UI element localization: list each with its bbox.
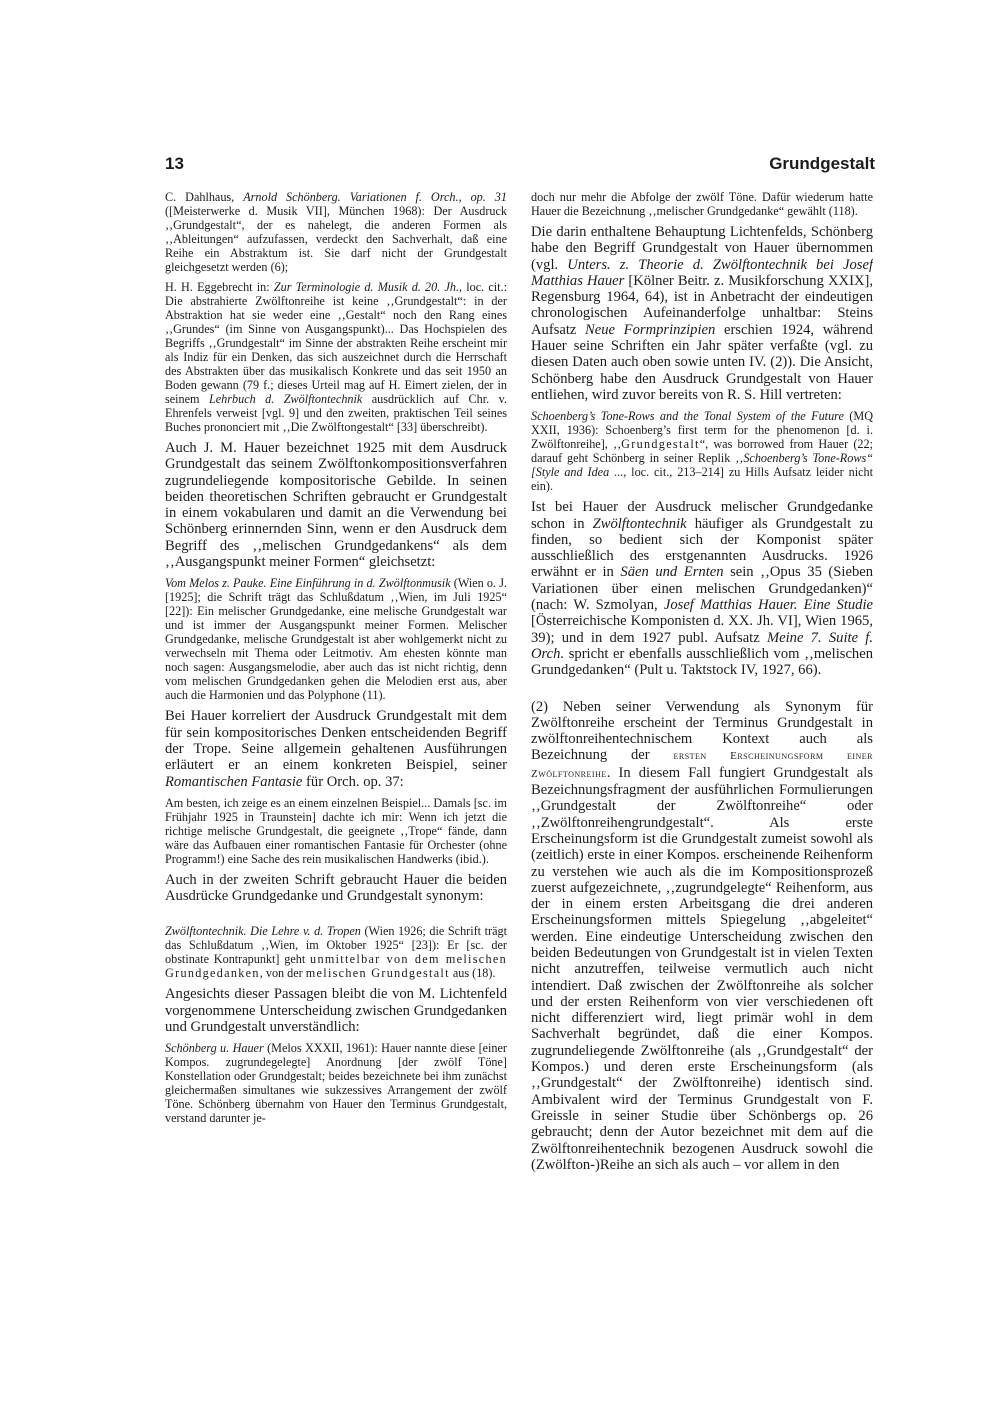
- text-run: (Wien 1926; die Schrift trägt das Schlußdatum ‚‚Wien, im Oktober 1925“ [23]): Er [sc. der obstinate Kontrapunkt] geht: [165, 924, 507, 967]
- citation-paragraph: [165, 924, 507, 980]
- italic-text: Josef Matthias Hauer. Eine Studie: [663, 597, 873, 614]
- body-paragraph: [165, 440, 507, 570]
- text-run: (2) Neben seiner Verwendung als Synonym für Zwölftonreihe erscheint der Terminus Grundgestalt in zwölftonreihentechnischem Kontext auch als Bezeichnung der: [531, 698, 873, 764]
- text-run: H. H. Eggebrecht in:: [165, 280, 274, 294]
- italic-text: ‚‚Schoenberg’s Tone-Rows“ [Style and Idea: [531, 451, 873, 480]
- citation-paragraph: [165, 796, 507, 866]
- text-run: ([Meisterwerke d. Musik VII], München 1968): Der Ausdruck ‚‚Grundgestalt“, der es nahelegt, die anderen Formen als ‚‚Ableitungen“ aufzufassen, verdeckt den Sachverhalt, daß eine Reihe ein Abstraktum ist. Sie darf nicht der Grundgestalt gleichgesetzt werden (6);: [165, 204, 507, 274]
- body-paragraph: [531, 224, 873, 403]
- italic-text: Meine 7. Suite f. Orch.: [531, 629, 873, 662]
- text-run: sein ‚‚Opus 35 (Sieben Variationen über einen melischen Grundgedanken)“ (nach: W. Szmolyan,: [531, 564, 873, 614]
- text-run: [Österreichische Komponisten d. XX. Jh. VI], Wien 1965, 39); und in dem 1927 publ. Aufsatz: [531, 613, 873, 646]
- body-paragraph: [531, 499, 873, 678]
- text-run: Die darin enthaltene Behauptung Lichtenfelds, Schönberg habe den Begriff Grundgestalt von Hauer übernommen (vgl.: [531, 224, 873, 273]
- italic-text: Zwölftontechnik. Die Lehre v. d. Tropen: [165, 924, 361, 939]
- text-run: C. Dahlhaus,: [165, 190, 244, 204]
- left-column: [165, 190, 507, 1270]
- text-run: , loc. cit.: Die abstrahierte Zwölftonreihe ist keine ‚‚Grundgestalt“: in der Abstraktion hat sie weder eine ‚‚Gestalt“ noch den Rang eines ‚‚Grundes“ (im Sinne von Ausgangspunkt)... Das Hochspielen des Begriffs ‚‚Grundgestalt“ im Sinne der abstrakten Reihe erscheint mir als Indiz für ein Denken, das sich auszeichnet durch die Herrschaft des Abstrakten über das musikalisch Konkrete und das seit 1950 an Boden gewann (79 f.; dieses Urteil mag auf H. Eimert zielen, der in seinem: [165, 280, 507, 406]
- text-run: ..., loc. cit., 213–214] zu Hills Aufsatz leider nicht ein).: [531, 465, 873, 494]
- text-run: [Kölner Beitr. z. Musikforschung XXIX], Regensburg 1964, 64), ist in Anbetracht der eindeutigen chronologischen Aufeinanderfolge unhaltbar: Steins Aufsatz: [531, 272, 873, 338]
- citation-paragraph: [165, 280, 507, 434]
- text-run: spricht er ebenfalls ausschließlich vom ‚‚melischen Grundgedanken“ (Pult u. Taktstock IV, 1927, 66).: [531, 645, 873, 679]
- text-run: . In diesem Fall fungiert Grundgestalt als Bezeichnungsfragment der ausführlichen Formulierungen ‚‚Grundgestalt der Zwölftonreihe“ oder ‚‚Zwölftonreihengrundgestalt“. Als erste Erscheinungsform ist die Grundgestalt zumeist sowohl als (zeitlich) erste in einer Kompos. erscheinende Reihenform zu verstehen wie auch als die im Kompositionsprozeß zuerst aufgezeichnete, ‚‚zugrundgelegte“ Reihenform, aus der in einem ersten Arbeitsgang die drei anderen Erscheinungsformen mittels Spiegelung ‚‚abgeleitet“ werden. Eine eindeutige Unterscheidung zwischen den beiden Bedeutungen von Grundgestalt ist in vielen Texten nicht anzutreffen, teilweise vermutlich auch nicht intendiert. Daß zwischen der Zwölftonreihe als solcher und der ersten Reihenform von vier verschiedenen oft nicht differenziert wird, liegt primär wohl in dem Sachverhalt begründet, daß die einer Kompos. zugrundeliegende Zwölftonreihe (als ‚‚Grundgestalt“ der Kompos.) und deren erste Erscheinungsform (als ‚‚Grundgestalt“ der Zwölftonreihe) identisch sind. Ambivalent wird der Terminus Grundgestalt von F. Greissle in seiner Studie über Schönbergs op. 26 gebraucht; denn der Autor bezeichnet mit dem auf die Zwölftonreihentechnik bezogenen Ausdruck sowohl die (Zwölfton-)Reihe an sich als auch – vor allem in den: [531, 764, 873, 1173]
- text-run: für Orch. op. 37:: [302, 773, 404, 790]
- body-paragraph: [165, 872, 507, 905]
- italic-text: Säen und Ernten: [620, 564, 724, 581]
- page-number: 13: [165, 154, 184, 173]
- text-run: Am besten, ich zeige es an einem einzelnen Beispiel... Damals [sc. im Frühjahr 1925 in Traunstein] dachte ich mir: Wenn ich jetzt die richtige melische Grundgestalt, die geeignete ‚‚Trope“ fände, dann wäre das Aufbauen einer romantischen Fantasie für Orchester (ohne Programm!) eine Sache des rein musikalischen Handwerks (ibid.).: [165, 795, 507, 866]
- citation-paragraph: [165, 576, 507, 702]
- citation-paragraph: [165, 1041, 507, 1125]
- italic-text: Zwölftontechnik: [592, 515, 687, 532]
- text-run: erschien 1924, während Hauer seine Schriften ein Jahr später verfaßte (vgl. zu diesen Daten auch oben sowie unten IV. (2)). Die Ansicht, Schönberg habe den Ausdruck Grundgestalt von Hauer entliehen, wird zuvor bereits von R. S. Hill vertreten:: [531, 321, 873, 403]
- small-caps-text: ersten Erscheinungsform einer Zwölftonreihe: [531, 750, 873, 780]
- italic-text: Vom Melos z. Pauke. Eine Einführung in d. Zwölftonmusik: [165, 576, 451, 591]
- italic-text: Neue Formprinzipien: [585, 321, 716, 338]
- italic-text: Schoenberg’s Tone-Rows and the Tonal System of the Future: [531, 409, 844, 424]
- citation-paragraph: [531, 409, 873, 493]
- text-run: Auch J. M. Hauer bezeichnet 1925 mit dem Ausdruck Grundgestalt das seinem Zwölftonkompositionsverfahren zugrundeliegende kompositorische Gebilde. In seinen beiden theoretischen Schriften gebraucht er Grundgestalt in einem vokabularen und damit an die Verwendung bei Schönberg erinnernden Sinn, wenn er den Ausdruck dem Begriff des ‚‚melischen Grundgedankens“ als dem ‚‚Ausgangspunkt meiner Formen“ gleichsetzt:: [165, 440, 507, 571]
- body-paragraph: [165, 986, 507, 1035]
- spaced-text: unmittelbar von dem melischen Grundgedanken: [165, 952, 507, 981]
- italic-text: Romantischen Fantasie: [165, 773, 303, 790]
- right-column: [531, 190, 873, 1270]
- italic-text: Arnold Schönberg. Variationen f. Orch., op. 31: [243, 190, 507, 204]
- citation-paragraph: [531, 190, 873, 218]
- citation-paragraph: [165, 190, 507, 274]
- italic-text: Zur Terminologie d. Musik d. 20. Jh.: [273, 280, 459, 294]
- page-header: [165, 154, 875, 180]
- italic-text: Schönberg u. Hauer: [165, 1041, 264, 1056]
- text-run: doch nur mehr die Abfolge der zwölf Töne. Dafür wiederum hatte Hauer die Bezeichnung ‚‚melischer Grundgedanke“ gewählt (118).: [531, 190, 873, 218]
- spaced-text: Grundgestalt: [621, 437, 700, 452]
- text-run: “, was borrowed from Hauer (22; darauf geht Schönberg in seiner Replik: [531, 437, 873, 466]
- italic-text: Lehrbuch d. Zwölftontechnik: [208, 392, 363, 406]
- text-run: ausdrücklich auf Chr. v. Ehrenfels verweist [vgl. 9] und den zweiten, praktischen Teil seines Buches prononciert mit ‚‚Die Zwölftongestalt“ [33] überschreibt).: [165, 392, 507, 434]
- body-paragraph: [165, 708, 507, 789]
- italic-text: Unters. z. Theorie d. Zwölftontechnik bei Josef Matthias Hauer: [531, 256, 873, 289]
- running-title: Grundgestalt: [769, 154, 875, 173]
- text-run: Ist bei Hauer der Ausdruck melischer Grundgedanke schon in: [531, 499, 873, 532]
- text-run: (MQ XXII, 1936): Schoenberg’s first term for the phenomenon [d. i. Zwölftonreihe], ‚‚: [531, 409, 873, 452]
- text-run: Bei Hauer korreliert der Ausdruck Grundgestalt mit dem für sein kompositorisches Denken entscheidenden Begriff der Trope. Seine allgemein gehaltenen Ausführungen erläutert er an einem konkreten Beispiel, seiner: [165, 708, 507, 774]
- text-run: aus (18).: [449, 966, 496, 981]
- body-paragraph: [531, 699, 873, 1174]
- text-run: häufiger als Grundgestalt zu finden, so bedient sich der Komponist später ausschließlich des erstgenannten Ausdrucks. 1926 erwähnt er in: [531, 515, 873, 581]
- text-run: (Wien o. J. [1925]; die Schrift trägt das Schlußdatum ‚‚Wien, im Juli 1925“ [22]): Ein melischer Grundgedanke, eine melische Grundgestalt war und ist immer der Ausgangspunkt meiner Formen. Melischer Grundgedanke, melische Grundgestalt ist aber wohlgemerkt nicht zu verwechseln mit Thema oder Leitmotiv. Am ehesten könnte man noch sagen: Ausgangsmelodie, aber auch das ist nicht richtig, denn vom melischen Grundgedanken gehen die Melodien erst aus, aber auch die Harmonien und das Polyphone (11).: [165, 576, 507, 703]
- spaced-text: melischen Grundgestalt: [305, 966, 450, 981]
- text-run: Auch in der zweiten Schrift gebraucht Hauer die beiden Ausdrücke Grundgedanke und Grundgestalt synonym:: [165, 871, 507, 905]
- text-run: (Melos XXXII, 1961): Hauer nannte diese [einer Kompos. zugrundegelegte] Anordnung [der zwölf Töne] Konstellation oder Grundgestalt; beides bezeichnete bei ihm zunächst gleichermaßen simultanes wie sukzessives Arrangement der zwölf Töne. Schönberg übernahm von Hauer den Terminus Grundgestalt, verstand darunter je-: [165, 1041, 507, 1126]
- text-run: Angesichts dieser Passagen bleibt die von M. Lichtenfeld vorgenommene Unterscheidung zwischen Grundgedanken und Grundgestalt unverständlich:: [165, 986, 507, 1036]
- text-run: , von der: [259, 966, 306, 981]
